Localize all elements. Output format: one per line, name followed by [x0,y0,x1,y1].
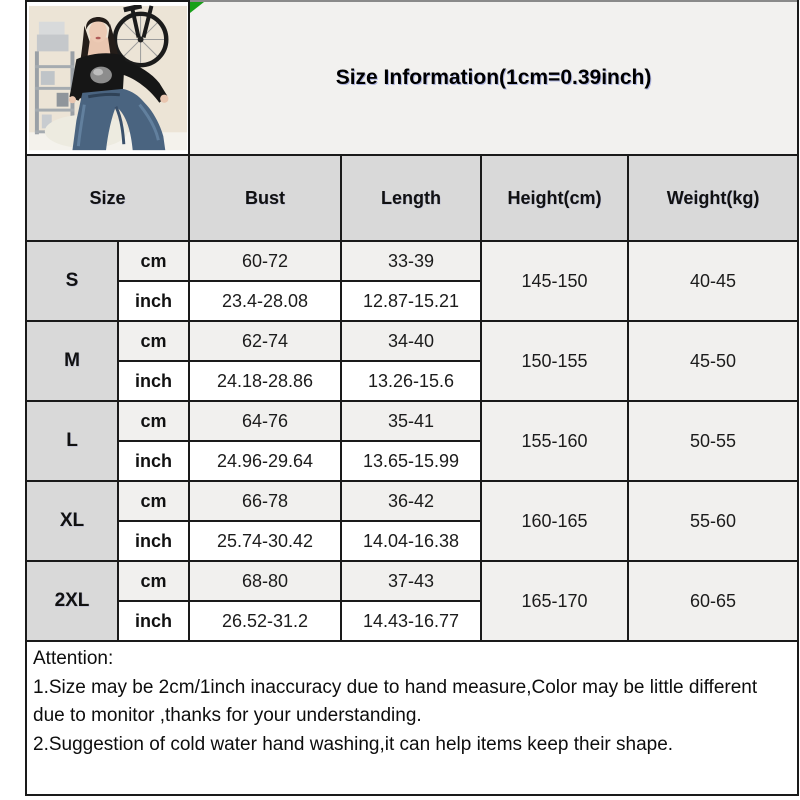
unit-label: cm [118,241,189,281]
height-l: 155-160 [481,401,628,481]
attention-title: Attention: [33,648,114,669]
table-row [26,561,798,601]
bust-cm-m: 62-74 [189,321,341,361]
length-inch-xl: 14.04-16.38 [341,521,481,561]
unit-label: cm [118,401,189,441]
model-photo-illustration [29,5,187,151]
weight-m: 45-50 [628,321,798,401]
size-chart-sheet [25,0,797,796]
attention-line-1: 1.Size may be 2cm/1inch inaccuracy due to hand measure,Color may be little different due to monitor ,thanks for your understanding. [33,676,758,726]
length-cm-xl: 36-42 [341,481,481,521]
size-info-title-cell [189,1,798,155]
size-label-l: L [26,401,118,481]
size-label-s: S [26,241,118,321]
bust-cm-2xl: 68-80 [189,561,341,601]
col-header-bust: Bust [189,155,341,241]
height-2xl: 165-170 [481,561,628,641]
size-label-2xl: 2XL [26,561,118,641]
height-m: 150-155 [481,321,628,401]
table-row [26,401,798,441]
bust-inch-xl: 25.74-30.42 [189,521,341,561]
weight-2xl: 60-65 [628,561,798,641]
size-table [25,0,799,796]
length-cm-l: 35-41 [341,401,481,441]
unit-label: inch [118,361,189,401]
table-row [26,321,798,361]
size-label-xl: XL [26,481,118,561]
unit-label: inch [118,601,189,641]
bust-inch-m: 24.18-28.86 [189,361,341,401]
weight-xl: 55-60 [628,481,798,561]
page-title: Size Information(1cm=0.39inch) [335,66,652,89]
weight-s: 40-45 [628,241,798,321]
length-cm-s: 33-39 [341,241,481,281]
attention-note [26,641,798,795]
unit-label: cm [118,321,189,361]
length-inch-l: 13.65-15.99 [341,441,481,481]
green-corner-flag-icon [190,2,204,13]
length-inch-2xl: 14.43-16.77 [341,601,481,641]
length-cm-m: 34-40 [341,321,481,361]
length-cm-2xl: 37-43 [341,561,481,601]
photo-title-row [26,1,798,155]
bust-cm-l: 64-76 [189,401,341,441]
bust-inch-l: 24.96-29.64 [189,441,341,481]
product-photo [26,1,189,155]
size-label-m: M [26,321,118,401]
unit-label: inch [118,281,189,321]
height-s: 145-150 [481,241,628,321]
bust-inch-2xl: 26.52-31.2 [189,601,341,641]
col-header-size: Size [26,155,189,241]
attention-row [26,641,798,795]
col-header-length: Length [341,155,481,241]
height-xl: 160-165 [481,481,628,561]
attention-line-2: 2.Suggestion of cold water hand washing,it can help items keep their shape. [33,733,674,755]
unit-label: cm [118,561,189,601]
col-header-weight: Weight(kg) [628,155,798,241]
weight-l: 50-55 [628,401,798,481]
length-inch-m: 13.26-15.6 [341,361,481,401]
table-row [26,481,798,521]
unit-label: inch [118,521,189,561]
bust-cm-xl: 66-78 [189,481,341,521]
unit-label: cm [118,481,189,521]
col-header-height: Height(cm) [481,155,628,241]
length-inch-s: 12.87-15.21 [341,281,481,321]
table-header-row [26,155,798,241]
unit-label: inch [118,441,189,481]
table-row [26,241,798,281]
bust-cm-s: 60-72 [189,241,341,281]
bust-inch-s: 23.4-28.08 [189,281,341,321]
